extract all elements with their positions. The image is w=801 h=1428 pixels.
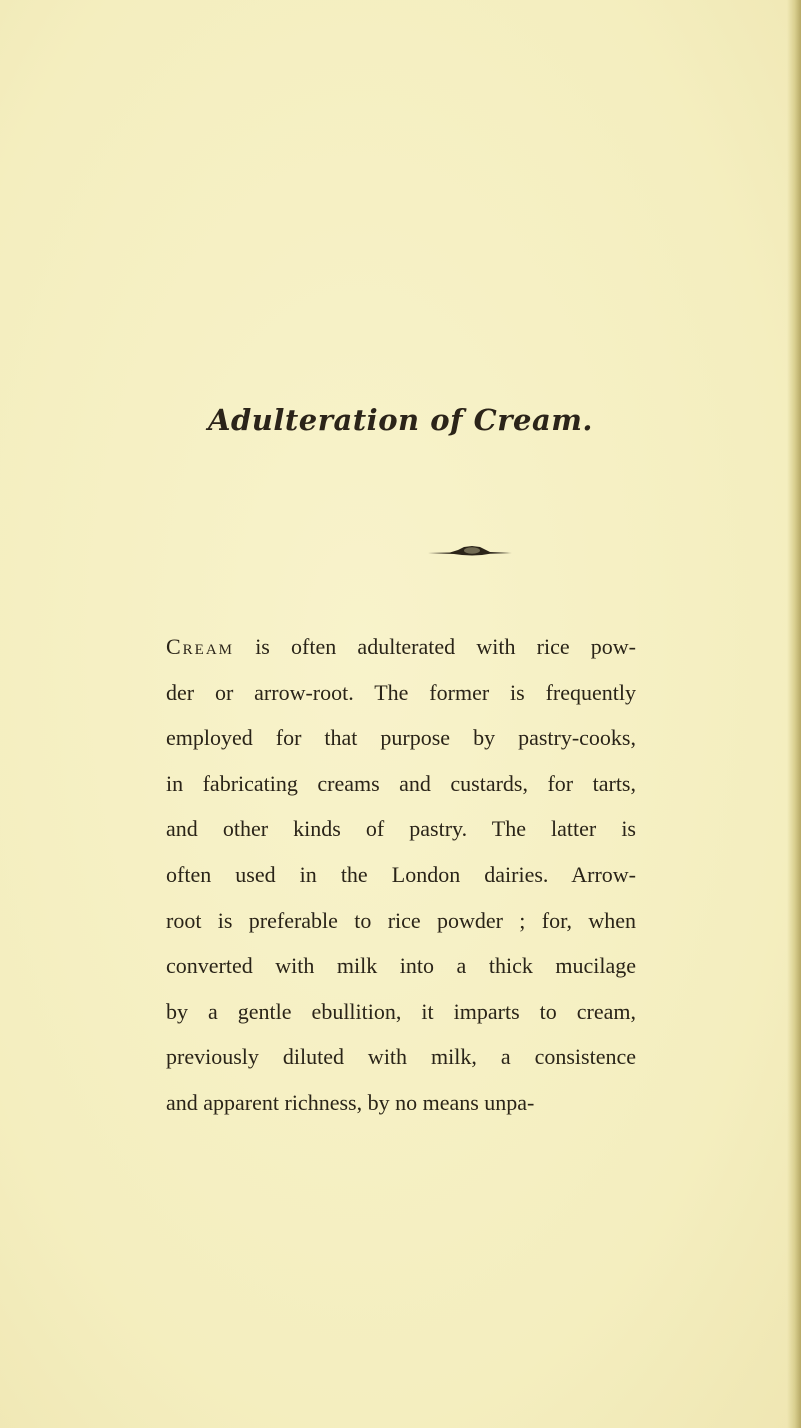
- page-edge: [787, 0, 801, 1428]
- text-line: converted with milk into a thick mucilage: [166, 953, 636, 979]
- text-line-content: is often adulterated with rice pow-: [234, 634, 636, 659]
- section-heading: Adulteration of Cream.: [207, 403, 594, 437]
- ornament-rule: [428, 543, 512, 559]
- text-line: and apparent richness, by no means unpa-: [166, 1089, 535, 1115]
- lead-word: Cream: [166, 634, 235, 659]
- body-paragraph: [166, 629, 636, 1131]
- text-line: and other kinds of pastry. The latter is: [166, 816, 636, 842]
- text-line: in fabricating creams and custards, for tarts,: [166, 770, 636, 796]
- text-line: der or arrow-root. The former is frequently: [166, 679, 636, 705]
- text-line: by a gentle ebullition, it imparts to cream,: [166, 998, 636, 1024]
- text-line: employed for that purpose by pastry-cooks,: [166, 725, 636, 751]
- text-line: root is preferable to rice powder ; for, when: [166, 907, 636, 933]
- text-line: previously diluted with milk, a consistence: [166, 1044, 636, 1070]
- text-line: [166, 629, 636, 675]
- text-line: often used in the London dairies. Arrow-: [166, 861, 636, 887]
